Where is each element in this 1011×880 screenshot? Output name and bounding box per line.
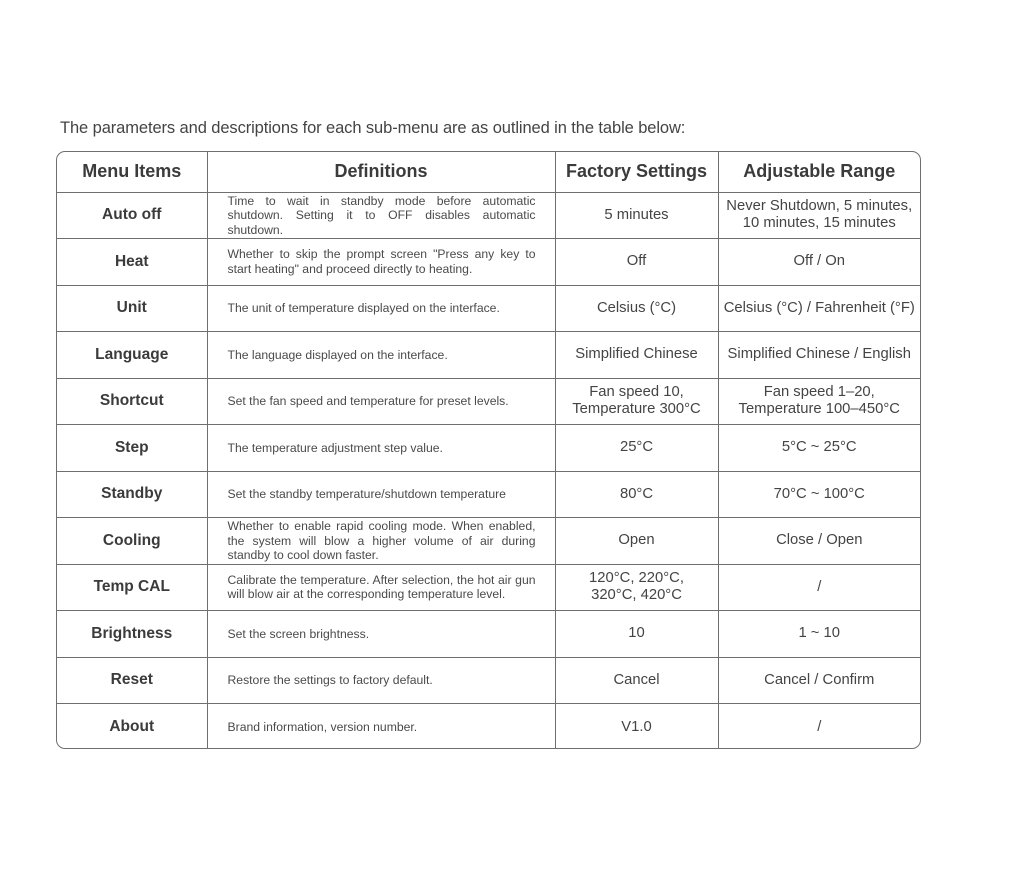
adjustable-range-line: 5°C ~ 25°C — [781, 439, 857, 456]
factory-setting-line: 10 — [628, 625, 645, 642]
submenu-parameters-table — [56, 151, 921, 749]
adjustable-range-line: 70°C ~ 100°C — [773, 485, 865, 502]
factory-setting-line: Open — [618, 532, 655, 549]
factory-setting-cell — [555, 239, 718, 286]
table-header-row — [57, 152, 920, 192]
menu-item-cell: Reset — [57, 657, 207, 704]
menu-item-cell: Auto off — [57, 192, 207, 239]
factory-setting-line: Fan speed 10, — [589, 384, 684, 401]
definition-cell: The unit of temperature displayed on the interface. — [207, 285, 555, 332]
factory-setting-line: Temperature 300°C — [572, 401, 701, 418]
adjustable-range-cell — [718, 285, 920, 332]
menu-item-cell: Heat — [57, 239, 207, 286]
factory-setting-line: Off — [626, 253, 647, 270]
definition-cell: Restore the settings to factory default. — [207, 657, 555, 704]
header-adjustable-range: Adjustable Range — [718, 152, 920, 192]
adjustable-range-cell — [718, 239, 920, 286]
factory-setting-cell — [555, 564, 718, 611]
factory-setting-cell — [555, 192, 718, 239]
table-row — [57, 611, 920, 658]
factory-setting-cell — [555, 657, 718, 704]
definition-cell: Time to wait in standby mode before automatic shutdown. Setting it to OFF disables automatic shutdown. — [207, 192, 555, 239]
adjustable-range-line: Fan speed 1–20, — [763, 384, 875, 401]
definition-cell: Whether to skip the prompt screen "Press any key to start heating" and proceed directly to heating. — [207, 239, 555, 286]
definition-cell: Calibrate the temperature. After selection, the hot air gun will blow air at the corresponding temperature level. — [207, 564, 555, 611]
adjustable-range-cell — [718, 518, 920, 565]
adjustable-range-cell — [718, 378, 920, 425]
menu-item-cell: Step — [57, 425, 207, 472]
table-row — [57, 239, 920, 286]
table-row — [57, 471, 920, 518]
adjustable-range-cell — [718, 192, 920, 239]
adjustable-range-line: Off / On — [793, 253, 846, 270]
adjustable-range-line: Temperature 100–450°C — [738, 401, 900, 418]
factory-setting-cell — [555, 518, 718, 565]
factory-setting-cell — [555, 704, 718, 750]
definition-cell: Set the screen brightness. — [207, 611, 555, 658]
definition-cell: The language displayed on the interface. — [207, 332, 555, 379]
adjustable-range-line: / — [817, 718, 822, 735]
adjustable-range-line: 10 minutes, 15 minutes — [742, 215, 896, 232]
factory-setting-line: V1.0 — [621, 718, 652, 735]
factory-setting-cell — [555, 332, 718, 379]
factory-setting-line: Celsius (°C) — [596, 299, 677, 316]
table-row — [57, 285, 920, 332]
adjustable-range-cell — [718, 425, 920, 472]
factory-setting-cell — [555, 611, 718, 658]
adjustable-range-line: Never Shutdown, 5 minutes, — [726, 198, 913, 215]
header-factory-settings: Factory Settings — [555, 152, 718, 192]
table-row — [57, 657, 920, 704]
definition-cell: The temperature adjustment step value. — [207, 425, 555, 472]
table-row — [57, 425, 920, 472]
adjustable-range-line: Close / Open — [776, 532, 863, 549]
adjustable-range-cell — [718, 611, 920, 658]
factory-setting-line: Cancel — [613, 671, 660, 688]
table-row — [57, 332, 920, 379]
adjustable-range-cell — [718, 704, 920, 750]
adjustable-range-line: 1 ~ 10 — [798, 625, 841, 642]
table-row — [57, 378, 920, 425]
menu-item-cell: Brightness — [57, 611, 207, 658]
factory-setting-line: Simplified Chinese — [575, 346, 698, 363]
factory-setting-line: 320°C, 420°C — [591, 587, 682, 604]
table-row — [57, 192, 920, 239]
adjustable-range-line: Cancel / Confirm — [764, 671, 875, 688]
menu-item-cell: Language — [57, 332, 207, 379]
adjustable-range-cell — [718, 564, 920, 611]
intro-text: The parameters and descriptions for each sub-menu are as outlined in the table below: — [60, 119, 686, 137]
definition-cell: Brand information, version number. — [207, 704, 555, 750]
factory-setting-line: 120°C, 220°C, — [589, 570, 684, 587]
factory-setting-cell — [555, 425, 718, 472]
table-row — [57, 564, 920, 611]
adjustable-range-cell — [718, 657, 920, 704]
factory-setting-line: 80°C — [619, 485, 654, 502]
adjustable-range-cell — [718, 332, 920, 379]
header-menu-items: Menu Items — [57, 152, 207, 192]
table-row — [57, 704, 920, 750]
factory-setting-cell — [555, 378, 718, 425]
table-body — [57, 192, 920, 749]
adjustable-range-line: / — [817, 578, 822, 595]
adjustable-range-line: Celsius (°C) / Fahrenheit (°F) — [723, 299, 915, 316]
menu-item-cell: Unit — [57, 285, 207, 332]
factory-setting-line: 5 minutes — [604, 206, 669, 223]
menu-item-cell: Shortcut — [57, 378, 207, 425]
definition-cell: Whether to enable rapid cooling mode. When enabled, the system will blow a higher volume of air during standby to cool down faster. — [207, 518, 555, 565]
menu-item-cell: Cooling — [57, 518, 207, 565]
factory-setting-cell — [555, 471, 718, 518]
definition-cell: Set the standby temperature/shutdown temperature — [207, 471, 555, 518]
menu-item-cell: Standby — [57, 471, 207, 518]
menu-item-cell: About — [57, 704, 207, 750]
adjustable-range-line: Simplified Chinese / English — [727, 346, 911, 363]
menu-item-cell: Temp CAL — [57, 564, 207, 611]
definition-cell: Set the fan speed and temperature for preset levels. — [207, 378, 555, 425]
factory-setting-line: 25°C — [619, 439, 654, 456]
header-definitions: Definitions — [207, 152, 555, 192]
table-row — [57, 518, 920, 565]
factory-setting-cell — [555, 285, 718, 332]
adjustable-range-cell — [718, 471, 920, 518]
